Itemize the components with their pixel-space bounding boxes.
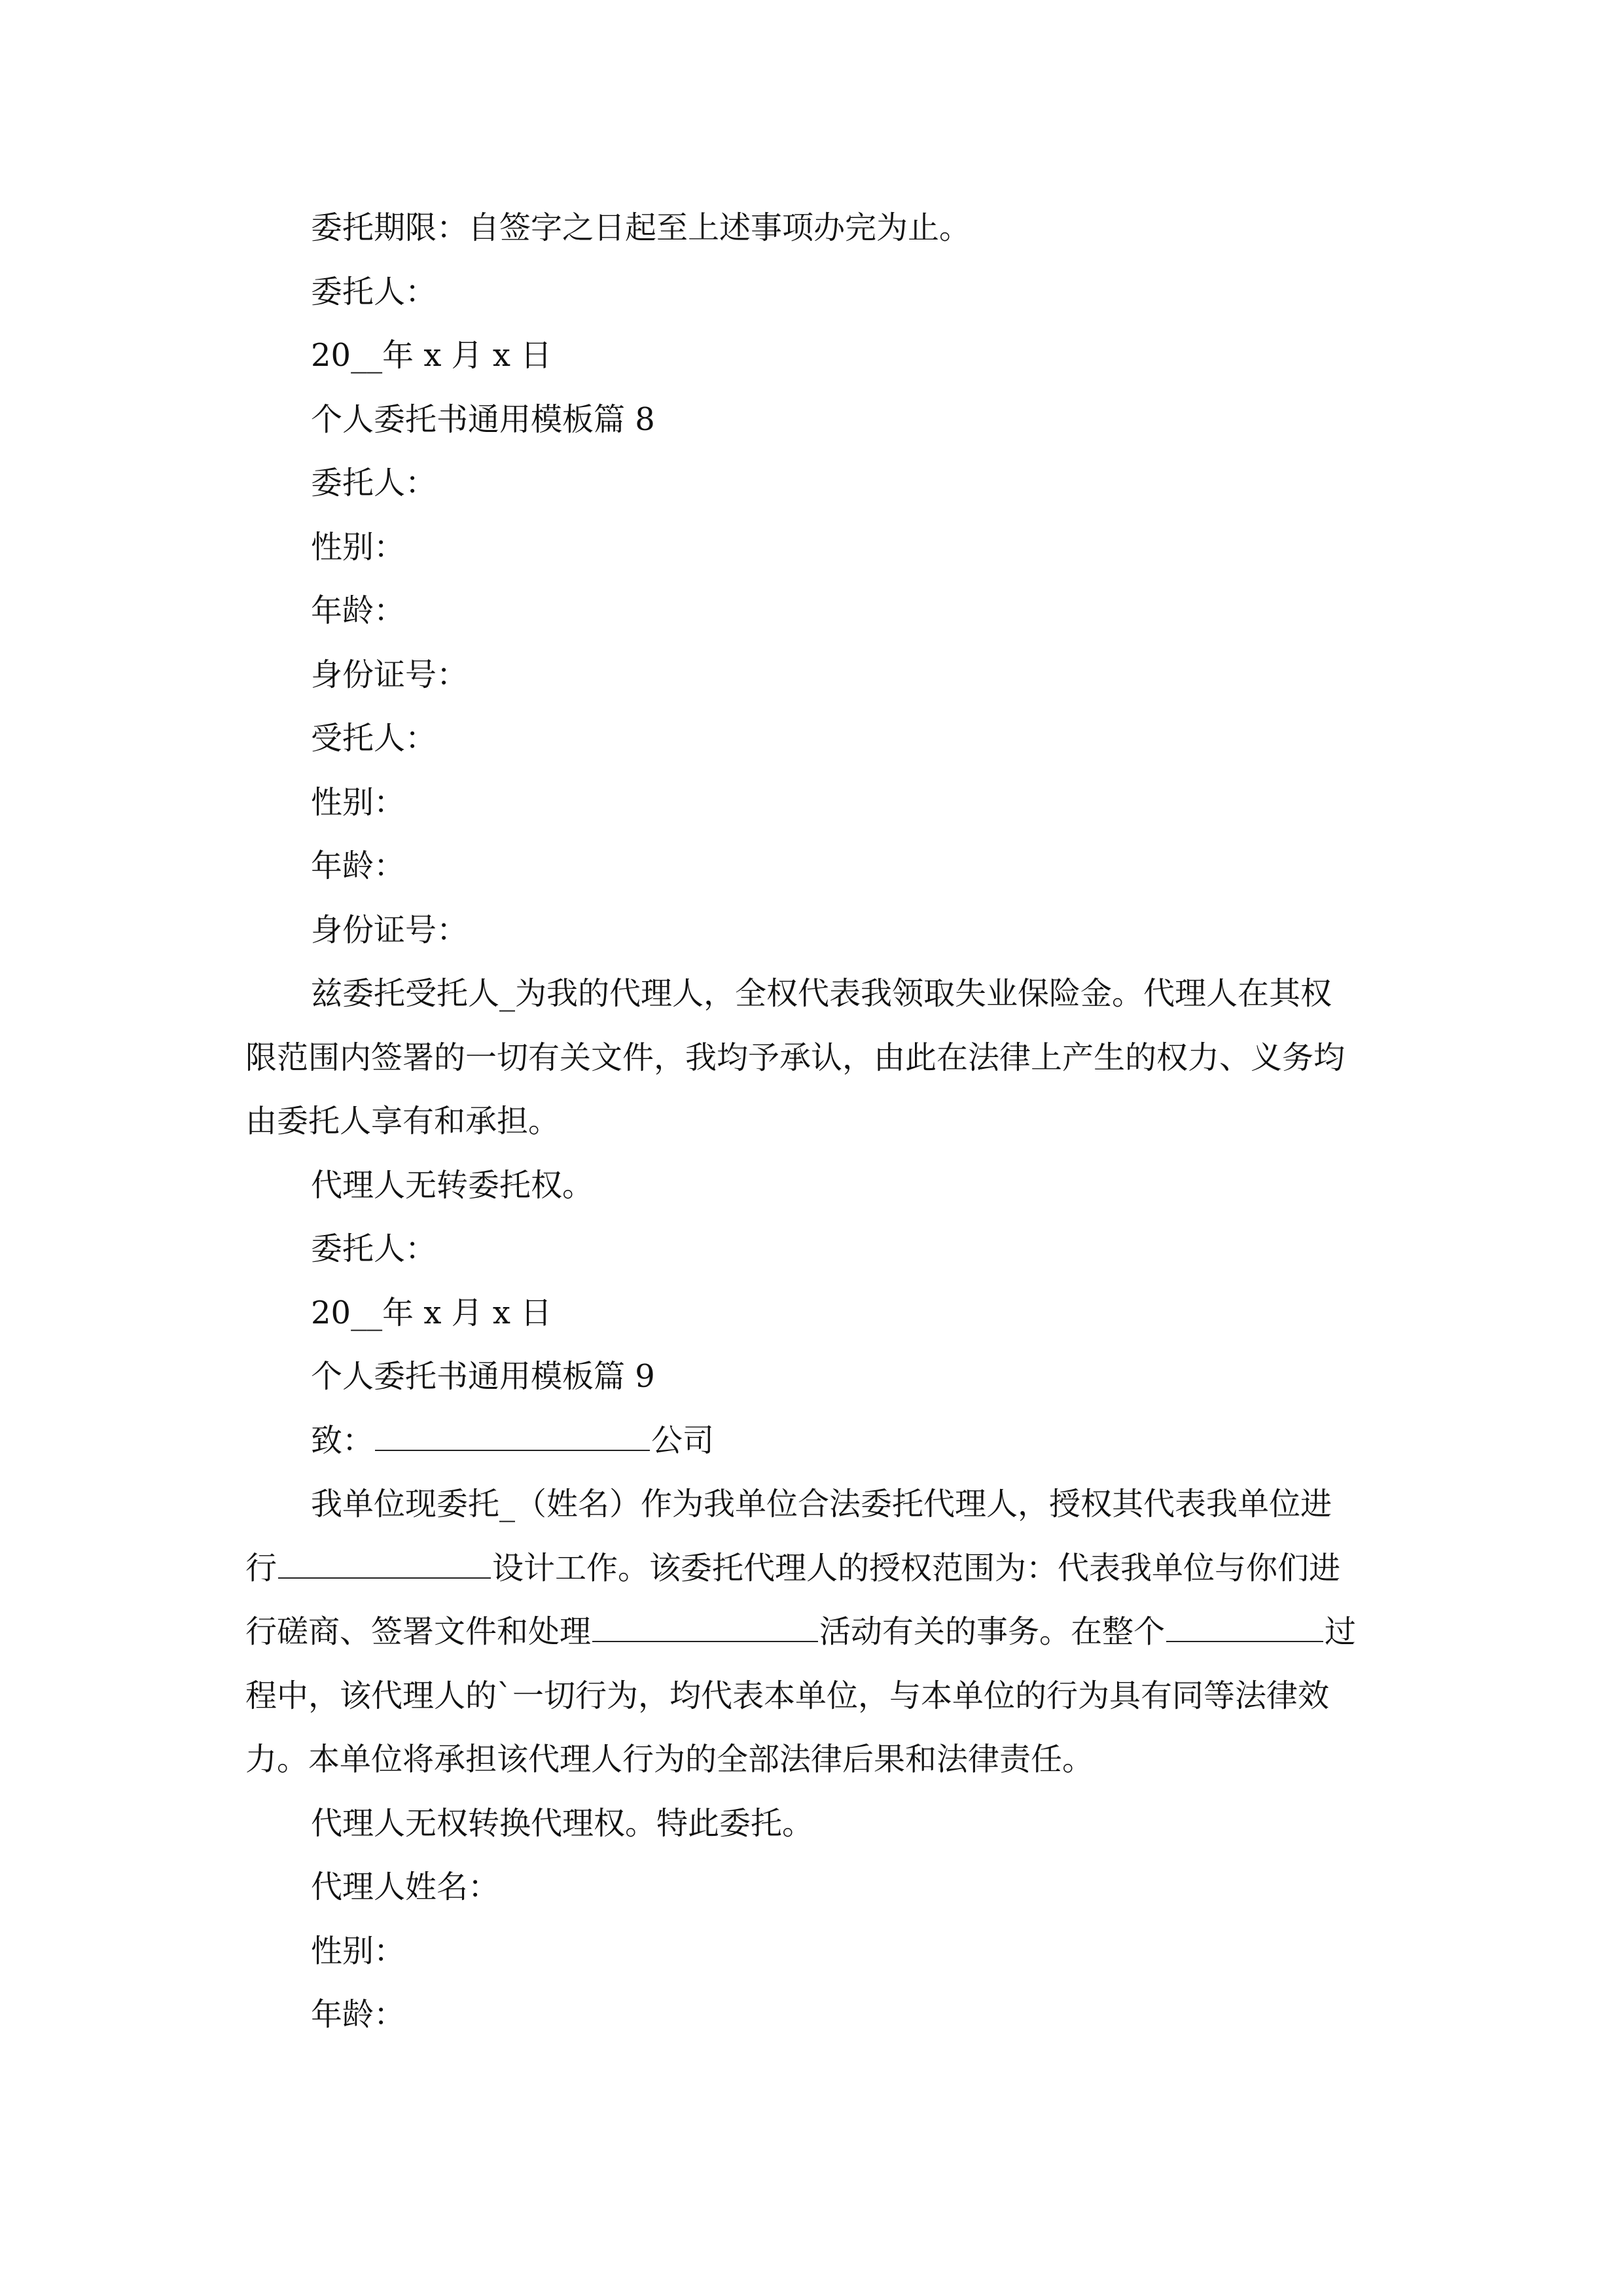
addressee-prefix: 致： (311, 1422, 374, 1459)
addressee-suffix: 公司 (651, 1422, 715, 1459)
company-authorization-paragraph (245, 1473, 1378, 1792)
paragraph-line: 我单位现委托_（姓名）作为我单位合法委托代理人，授权其代表我单位进 (311, 1486, 1332, 1522)
agent-name-label: 代理人姓名： (311, 1869, 500, 1905)
activity-blank[interactable] (592, 1615, 818, 1642)
paragraph-line (245, 1537, 1378, 1601)
paragraph-line: 由委托人享有和承担。 (245, 1103, 560, 1139)
paragraph-fragment: 活动有关的事务。在整个 (819, 1613, 1166, 1650)
paragraph-line: 限范围内签署的一切有关文件，我均予承认，由此在法律上产生的权力、义务均 (245, 1039, 1346, 1076)
gender-label: 性别： (311, 783, 406, 821)
gender-label: 性别： (311, 1932, 406, 1969)
age-label: 年龄： (311, 592, 406, 629)
principal-label: 委托人： (311, 465, 437, 501)
date-line: 20__年 x 月 x 日 (311, 1294, 552, 1331)
id-number-label: 身份证号： (311, 656, 469, 693)
company-blank[interactable] (375, 1424, 650, 1451)
principal-label: 委托人： (311, 273, 437, 310)
authorization-paragraph (245, 962, 1378, 1154)
paragraph-line: 兹委托受托人_为我的代理人，全权代表我领取失业保险金。代理人在其权 (311, 975, 1332, 1012)
project-blank[interactable] (278, 1551, 491, 1579)
id-number-label: 身份证号： (311, 911, 469, 948)
paragraph-line: 力。本单位将承担该代理人行为的全部法律后果和法律责任。 (245, 1741, 1094, 1778)
no-subdelegation-line: 代理人无转委托权。 (311, 1166, 594, 1204)
document-body (245, 196, 1378, 2047)
entrust-period-line: 委托期限：自签字之日起至上述事项办完为止。 (311, 209, 971, 246)
section-heading-8: 个人委托书通用模板篇 8 (311, 401, 655, 438)
no-transfer-line: 代理人无权转换代理权。特此委托。 (311, 1804, 814, 1842)
paragraph-fragment: 行 (245, 1549, 277, 1587)
age-label: 年龄： (311, 1996, 406, 2033)
paragraph-fragment: 行磋商、签署文件和处理 (245, 1613, 592, 1650)
trustee-label: 受托人： (311, 720, 437, 757)
process-blank[interactable] (1166, 1615, 1323, 1642)
section-heading-9: 个人委托书通用模板篇 9 (311, 1358, 655, 1395)
paragraph-fragment: 设计工作。该委托代理人的授权范围为：代表我单位与你们进 (492, 1549, 1341, 1587)
addressee-line (245, 1409, 1378, 1473)
gender-label: 性别： (311, 528, 406, 565)
date-line: 20__年 x 月 x 日 (311, 337, 552, 374)
age-label: 年龄： (311, 848, 406, 884)
paragraph-line (245, 1600, 1378, 1664)
paragraph-fragment: 过 (1325, 1613, 1357, 1650)
principal-label: 委托人： (311, 1230, 437, 1267)
paragraph-line: 程中，该代理人的`一切行为，均代表本单位，与本单位的行为具有同等法律效 (245, 1677, 1330, 1714)
